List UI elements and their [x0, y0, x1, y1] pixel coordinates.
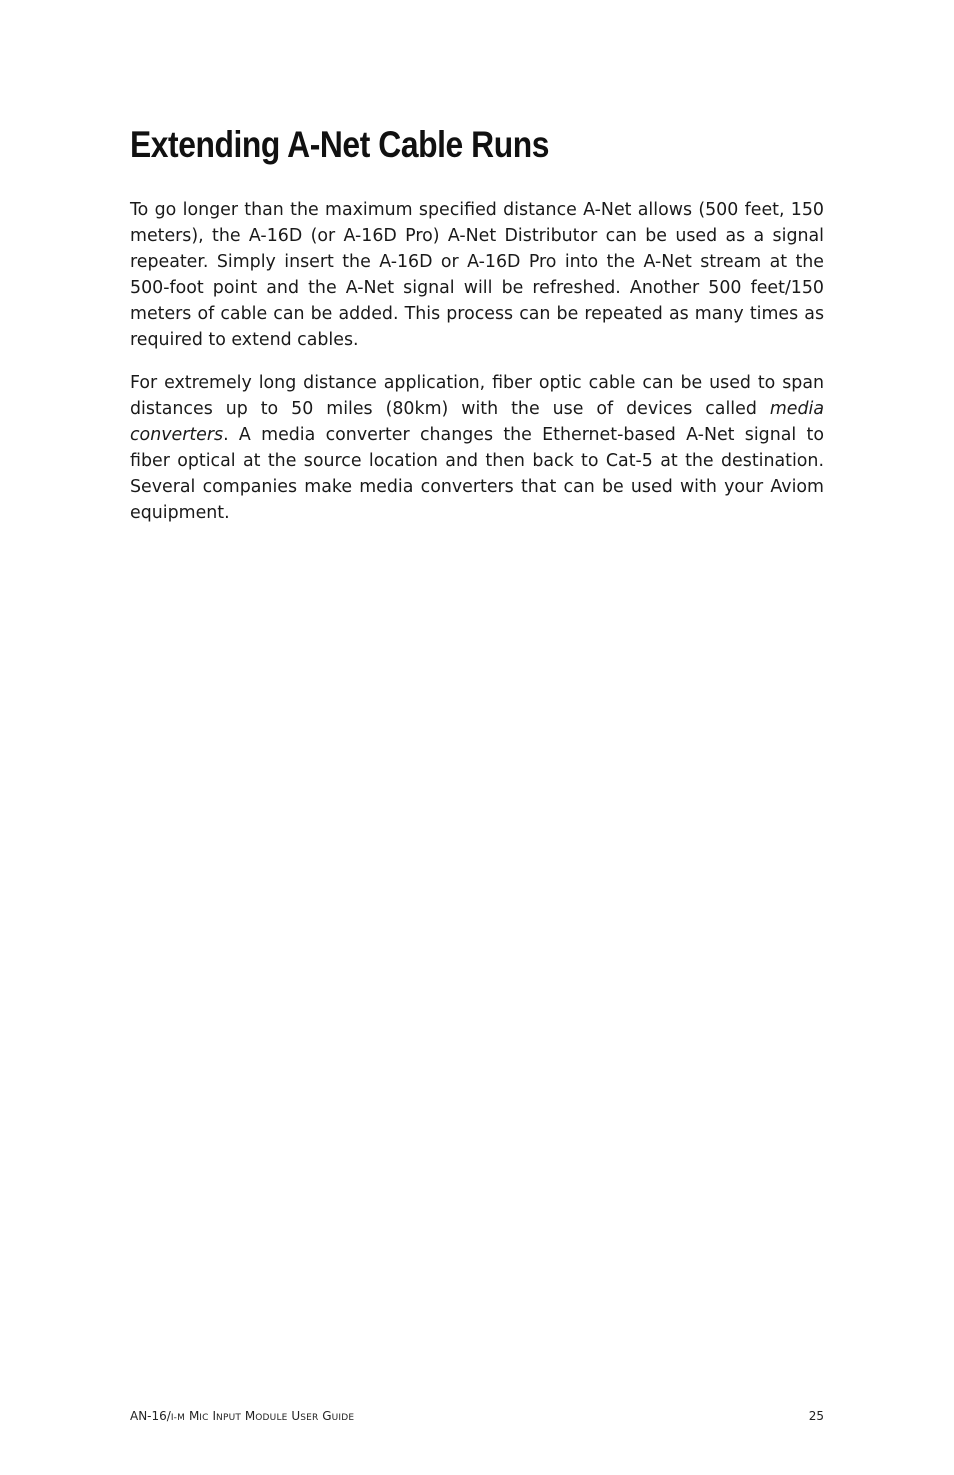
footer-word: MODULE: [244, 1409, 288, 1423]
page-title: Extending A-Net Cable Runs: [130, 124, 550, 165]
footer-word: MIC: [188, 1409, 209, 1423]
footer-doc-title: [130, 1409, 354, 1423]
footer-doc-prefix: AN-16/: [130, 1409, 171, 1423]
emphasis-term: media converters: [130, 399, 824, 445]
paragraph-text: . A media converter changes the Ethernet-based A-Net signal to fiber optical at the source location and then back to Cat-5 at the destination. Several companies make media converters that can be used with your Aviom equipment.: [130, 425, 824, 523]
footer-doc-suffix: I-M: [170, 1413, 186, 1423]
footer-word: GUIDE: [322, 1409, 355, 1423]
body-paragraph-repeater: To go longer than the maximum specified distance A-Net allows (500 feet, 150 meters), the A-16D (or A-16D Pro) A-Net Distributor can be used as a signal repeater. Simply insert the A-16D or A-16D Pro into the A-Net stream at the 500-foot point and the A-Net signal will be refreshed. Another 500 feet/150 meters of cable can be added. This process can be repeated as many times as required to extend cables.: [130, 200, 824, 350]
page-number: 25: [808, 1409, 824, 1423]
footer-word: USER: [291, 1409, 319, 1423]
footer-word: INPUT: [212, 1409, 242, 1423]
body-paragraph-fiber: [130, 370, 824, 526]
paragraph-text: For extremely long distance application, fiber optic cable can be used to span distances up to 50 miles (80km) with the use of devices called: [130, 373, 824, 419]
